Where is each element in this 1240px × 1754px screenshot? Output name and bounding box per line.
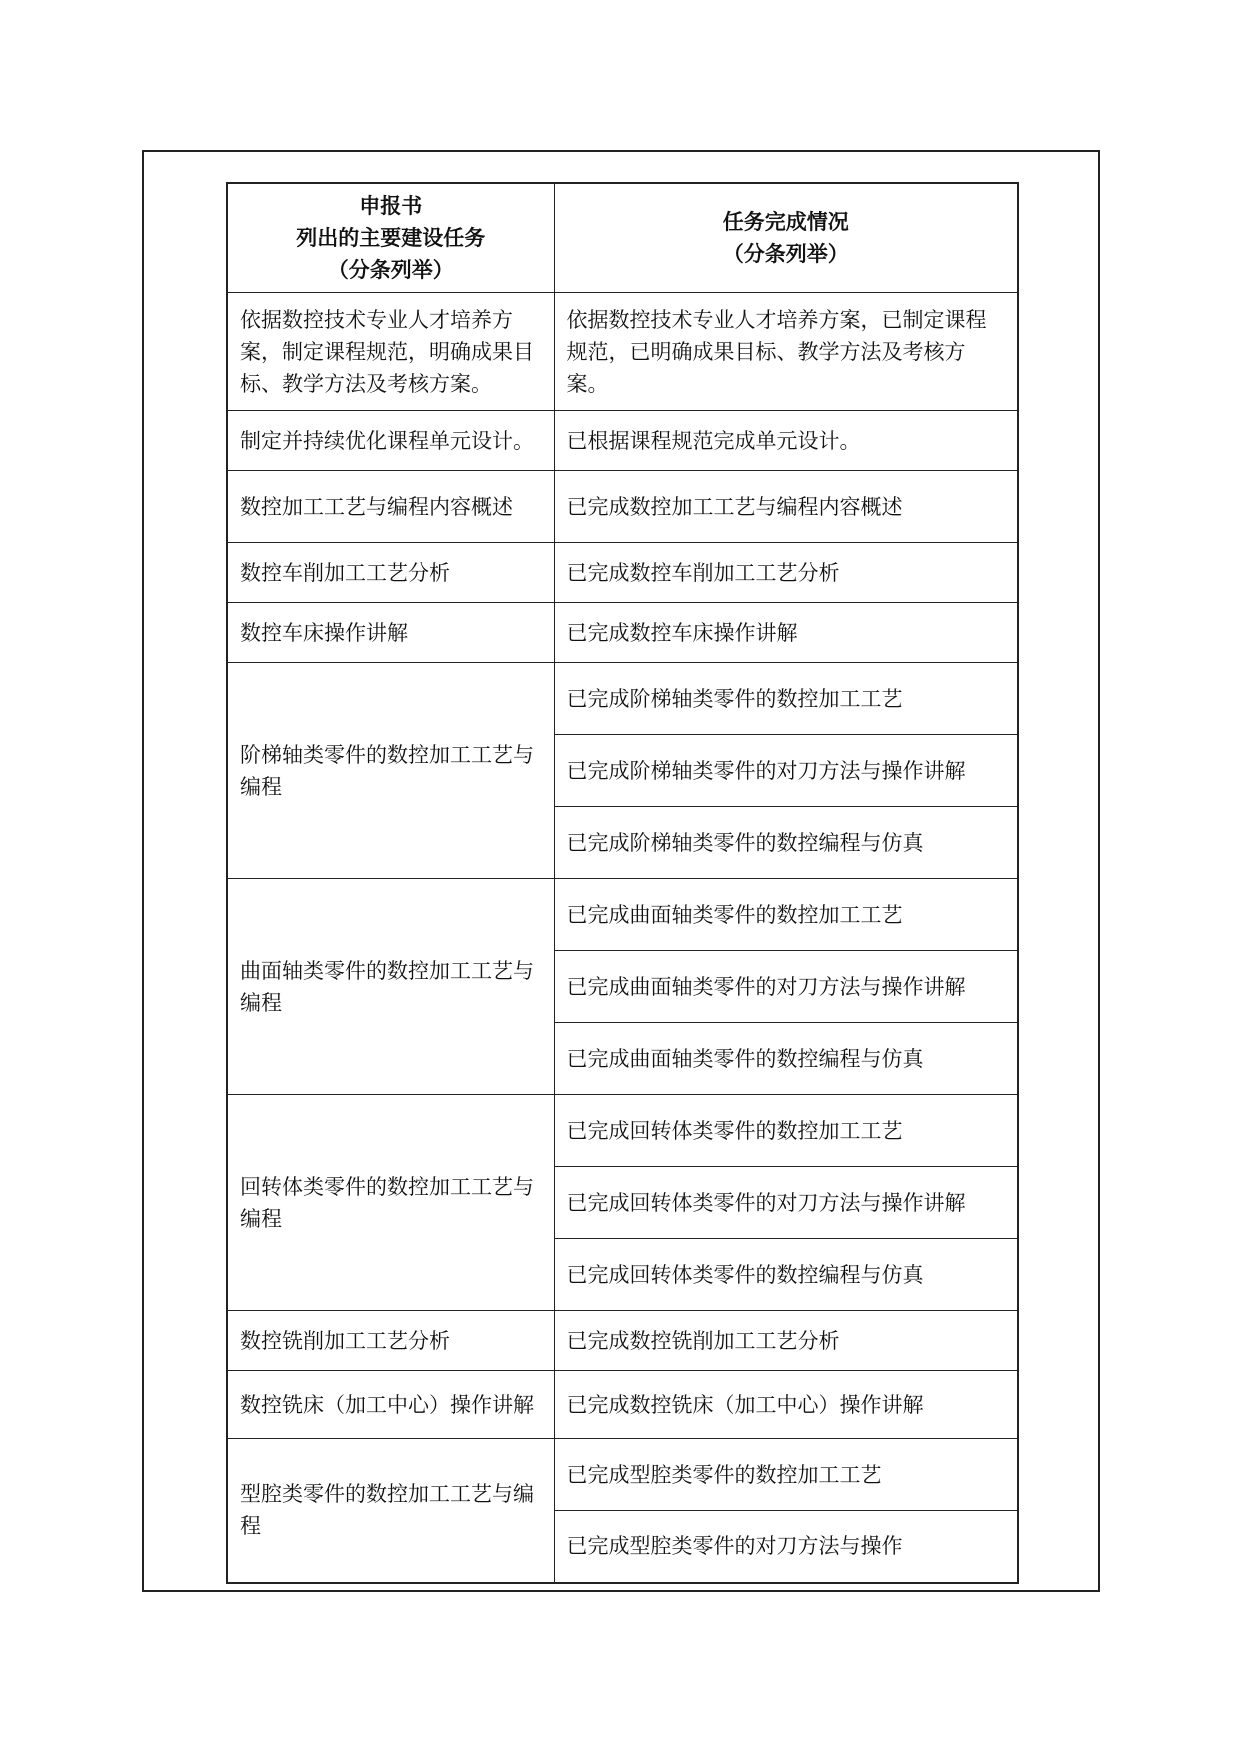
header-left-line: 申报书	[359, 193, 423, 218]
completion-result-cell: 已完成阶梯轴类零件的对刀方法与操作讲解	[554, 735, 1018, 807]
header-left-line: 列出的主要建设任务	[296, 225, 486, 250]
header-planned-tasks	[227, 183, 554, 293]
planned-task-cell: 数控铣床（加工中心）操作讲解	[227, 1371, 554, 1439]
table-row	[227, 663, 1018, 735]
completion-result-cell: 依据数控技术专业人才培养方案，已制定课程规范，已明确成果目标、教学方法及考核方案。	[554, 293, 1018, 411]
planned-task-cell: 数控加工工艺与编程内容概述	[227, 471, 554, 543]
completion-result-cell: 已根据课程规范完成单元设计。	[554, 411, 1018, 471]
completion-result-cell: 已完成型腔类零件的对刀方法与操作	[554, 1511, 1018, 1583]
task-table	[226, 182, 1019, 1584]
table-row	[227, 293, 1018, 411]
header-right-line: （分条列举）	[722, 241, 849, 266]
completion-result-cell: 已完成数控加工工艺与编程内容概述	[554, 471, 1018, 543]
planned-task-cell: 制定并持续优化课程单元设计。	[227, 411, 554, 471]
planned-task-cell: 回转体类零件的数控加工工艺与编程	[227, 1095, 554, 1311]
table-row	[227, 1439, 1018, 1511]
table-row	[227, 1311, 1018, 1371]
completion-result-cell: 已完成阶梯轴类零件的数控编程与仿真	[554, 807, 1018, 879]
completion-result-cell: 已完成数控铣削加工工艺分析	[554, 1311, 1018, 1371]
table-row	[227, 1095, 1018, 1167]
planned-task-cell: 型腔类零件的数控加工工艺与编程	[227, 1439, 554, 1583]
completion-result-cell: 已完成曲面轴类零件的数控加工工艺	[554, 879, 1018, 951]
planned-task-cell: 数控车床操作讲解	[227, 603, 554, 663]
completion-result-cell: 已完成回转体类零件的数控编程与仿真	[554, 1239, 1018, 1311]
planned-task-cell: 数控铣削加工工艺分析	[227, 1311, 554, 1371]
table-row	[227, 411, 1018, 471]
completion-result-cell: 已完成型腔类零件的数控加工工艺	[554, 1439, 1018, 1511]
header-completion-status	[554, 183, 1018, 293]
completion-result-cell: 已完成数控铣床（加工中心）操作讲解	[554, 1371, 1018, 1439]
completion-result-cell: 已完成曲面轴类零件的对刀方法与操作讲解	[554, 951, 1018, 1023]
table-row	[227, 543, 1018, 603]
planned-task-cell: 阶梯轴类零件的数控加工工艺与编程	[227, 663, 554, 879]
planned-task-cell: 曲面轴类零件的数控加工工艺与编程	[227, 879, 554, 1095]
completion-result-cell: 已完成数控车削加工工艺分析	[554, 543, 1018, 603]
header-right-line: 任务完成情况	[722, 209, 849, 234]
table-row	[227, 1371, 1018, 1439]
table-header-row	[227, 183, 1018, 293]
task-table-body	[227, 293, 1018, 1583]
completion-result-cell: 已完成阶梯轴类零件的数控加工工艺	[554, 663, 1018, 735]
planned-task-cell: 依据数控技术专业人才培养方案，制定课程规范，明确成果目标、教学方法及考核方案。	[227, 293, 554, 411]
table-row	[227, 879, 1018, 951]
completion-result-cell: 已完成数控车床操作讲解	[554, 603, 1018, 663]
completion-result-cell: 已完成曲面轴类零件的数控编程与仿真	[554, 1023, 1018, 1095]
planned-task-cell: 数控车削加工工艺分析	[227, 543, 554, 603]
header-left-line: （分条列举）	[327, 257, 454, 282]
completion-result-cell: 已完成回转体类零件的对刀方法与操作讲解	[554, 1167, 1018, 1239]
table-row	[227, 603, 1018, 663]
completion-result-cell: 已完成回转体类零件的数控加工工艺	[554, 1095, 1018, 1167]
table-row	[227, 471, 1018, 543]
